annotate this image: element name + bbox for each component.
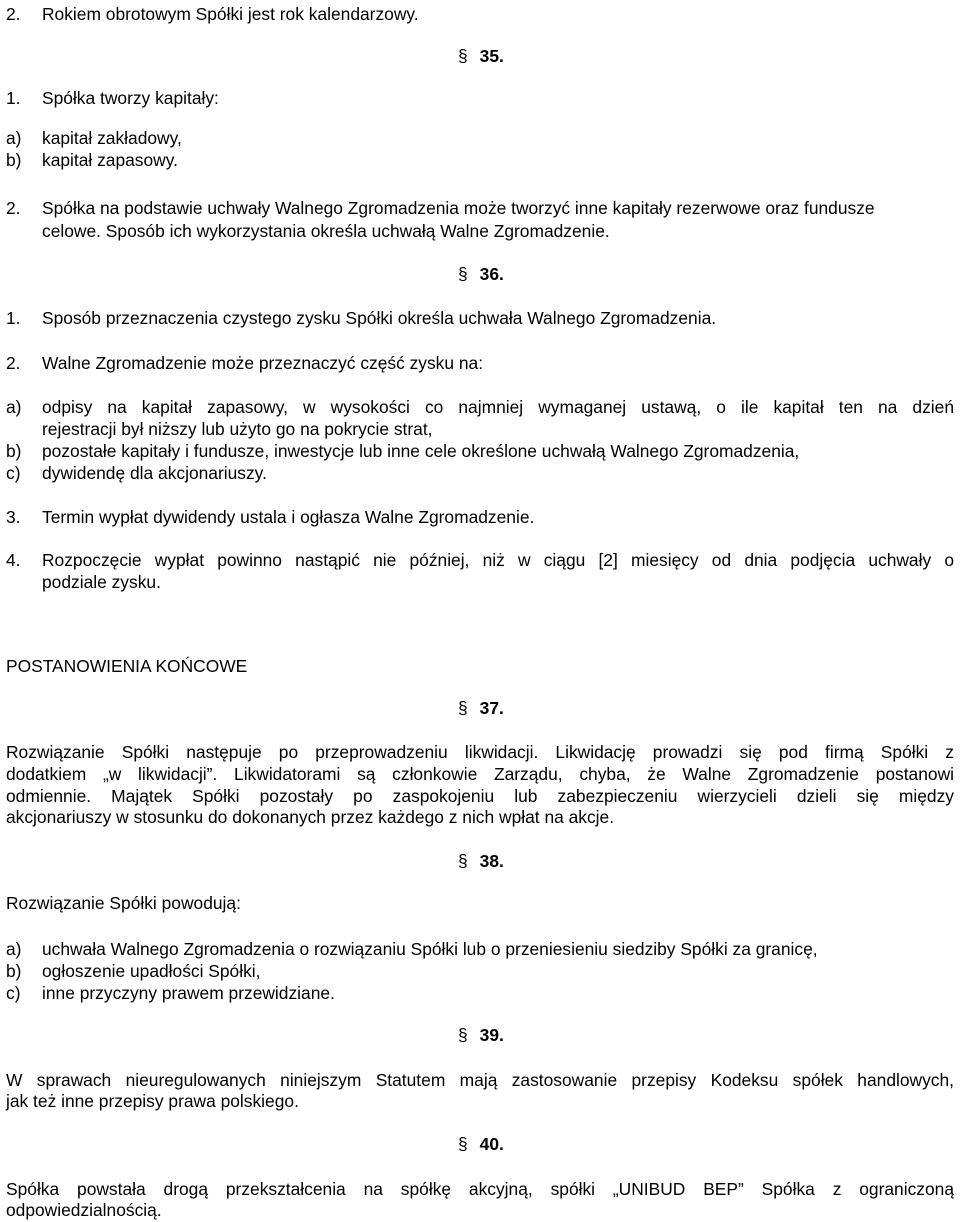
paragraph-line: jak też inne przepisy prawa polskiego. bbox=[6, 1091, 299, 1111]
paragraph-number: 1. bbox=[6, 88, 21, 108]
list-marker: a) bbox=[6, 397, 22, 417]
list-marker: c) bbox=[6, 983, 21, 1003]
section-heading-40 bbox=[458, 1134, 504, 1155]
paragraph-number: 2. bbox=[6, 198, 21, 218]
paragraph-number: 1. bbox=[6, 308, 21, 328]
section-heading-37 bbox=[458, 698, 504, 719]
paragraph-text-line: podziale zysku. bbox=[42, 572, 161, 592]
list-item-text: uchwała Walnego Zgromadzenia o rozwiązaniu Spółki lub o przeniesieniu siedziby Spółki za granicę, bbox=[42, 939, 818, 959]
paragraph-text: Rozwiązanie Spółki powodują: bbox=[6, 893, 241, 913]
section-number: 35. bbox=[479, 46, 504, 66]
section-symbol: § bbox=[458, 264, 468, 284]
paragraph-line: dodatkiem „w likwidacji”. Likwidatorami są członkowie Zarządu, chyba, że Walne Zgromadzenie postanowi bbox=[6, 764, 954, 784]
paragraph-text: Spółka tworzy kapitały: bbox=[42, 88, 219, 108]
list-marker: b) bbox=[6, 150, 22, 170]
section-number: 36. bbox=[479, 264, 504, 284]
paragraph-text-line: Spółka na podstawie uchwały Walnego Zgromadzenia może tworzyć inne kapitały rezerwowe oraz fundusze bbox=[42, 198, 875, 218]
list-marker: b) bbox=[6, 441, 22, 461]
list-item-text: pozostałe kapitały i fundusze, inwestycje lub inne cele określone uchwałą Walnego Zgromadzenia, bbox=[42, 441, 800, 461]
list-marker: c) bbox=[6, 463, 21, 483]
section-number: 38. bbox=[479, 851, 504, 871]
section-symbol: § bbox=[458, 851, 468, 871]
paragraph-text: Termin wypłat dywidendy ustala i ogłasza Walne Zgromadzenie. bbox=[42, 507, 535, 527]
section-heading-35 bbox=[458, 46, 504, 67]
section-heading-38 bbox=[458, 851, 504, 872]
paragraph-text: Sposób przeznaczenia czystego zysku Spółki określa uchwała Walnego Zgromadzenia. bbox=[42, 308, 717, 328]
section-number: 40. bbox=[479, 1134, 504, 1154]
paragraph-text-line: Rozpoczęcie wypłat powinno nastąpić nie później, niż w ciągu [2] miesięcy od dnia podjęcia uchwały o bbox=[42, 550, 954, 570]
paragraph-line: W sprawach nieuregulowanych niniejszym Statutem mają zastosowanie przepisy Kodeksu spółek handlowych, bbox=[6, 1070, 954, 1090]
section-heading-36 bbox=[458, 264, 504, 285]
paragraph-number: 4. bbox=[6, 550, 21, 570]
paragraph-number: 2. bbox=[6, 353, 21, 373]
list-item-text: dywidendę dla akcjonariuszy. bbox=[42, 463, 267, 483]
list-marker: a) bbox=[6, 939, 22, 959]
list-item-text: inne przyczyny prawem przewidziane. bbox=[42, 983, 335, 1003]
list-item-text-line: odpisy na kapitał zapasowy, w wysokości co najmniej wymaganej ustawą, o ile kapitał ten na dzień bbox=[42, 397, 954, 417]
list-item-text: kapitał zapasowy. bbox=[42, 150, 178, 170]
paragraph-number: 3. bbox=[6, 507, 21, 527]
list-marker: b) bbox=[6, 961, 22, 981]
chapter-heading: POSTANOWIENIA KOŃCOWE bbox=[6, 656, 248, 676]
paragraph-text-line: celowe. Sposób ich wykorzystania określa uchwałą Walne Zgromadzenie. bbox=[42, 221, 610, 241]
list-item-text: ogłoszenie upadłości Spółki, bbox=[42, 961, 261, 981]
paragraph-line: odmiennie. Majątek Spółki pozostały po zaspokojeniu lub zabezpieczeniu wierzycieli dzieli się między bbox=[6, 786, 954, 806]
paragraph-line: akcjonariuszy w stosunku do dokonanych przez każdego z nich wpłat na akcje. bbox=[6, 807, 615, 827]
paragraph-line: Spółka powstała drogą przekształcenia na spółkę akcyjną, spółki „UNIBUD BEP” Spółka z ograniczoną bbox=[6, 1179, 954, 1199]
list-item-text-line: rejestracji był niższy lub użyto go na pokrycie strat, bbox=[42, 419, 433, 439]
paragraph-text: Rokiem obrotowym Spółki jest rok kalendarzowy. bbox=[42, 4, 419, 24]
paragraph-line: Rozwiązanie Spółki następuje po przeprowadzeniu likwidacji. Likwidację prowadzi się pod firmą Spółki z bbox=[6, 742, 954, 762]
section-symbol: § bbox=[458, 46, 468, 66]
section-number: 37. bbox=[479, 698, 504, 718]
section-number: 39. bbox=[479, 1025, 504, 1045]
paragraph-text: Walne Zgromadzenie może przeznaczyć część zysku na: bbox=[42, 353, 484, 373]
paragraph-number: 2. bbox=[6, 4, 21, 24]
list-marker: a) bbox=[6, 128, 22, 148]
section-symbol: § bbox=[458, 698, 468, 718]
section-symbol: § bbox=[458, 1134, 468, 1154]
section-symbol: § bbox=[458, 1025, 468, 1045]
paragraph-line: odpowiedzialnością. bbox=[6, 1200, 162, 1220]
section-heading-39 bbox=[458, 1025, 504, 1046]
list-item-text: kapitał zakładowy, bbox=[42, 128, 182, 148]
